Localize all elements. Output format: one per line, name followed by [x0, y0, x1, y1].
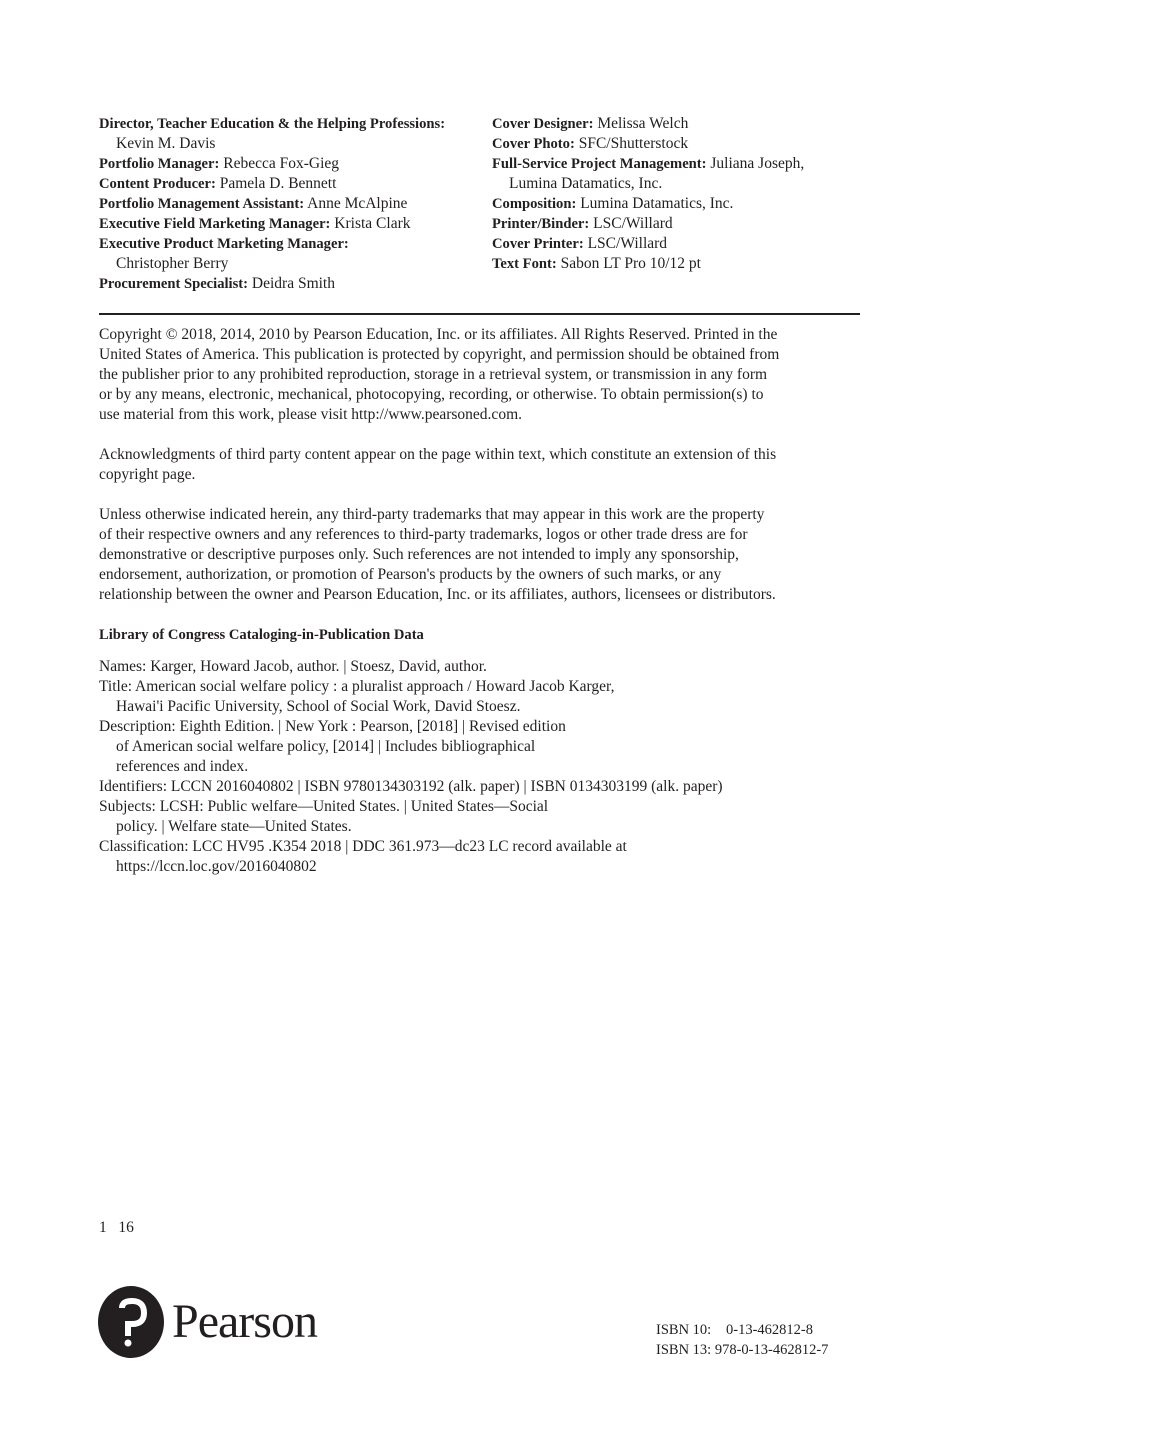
credits-left	[99, 114, 445, 294]
credit-label: Executive Product Marketing Manager:	[99, 236, 349, 252]
pearson-logo-icon	[98, 1286, 164, 1358]
text-line: Subjects: LCSH: Public welfare—United States. | United States—Social	[99, 798, 549, 815]
credit-value: Anne McAlpine	[304, 195, 408, 212]
credit-label: Full-Service Project Management:	[492, 156, 707, 172]
text-line	[99, 174, 445, 194]
print-line: 1 16	[99, 1219, 134, 1236]
isbn10-value: 0-13-462812-8	[726, 1322, 813, 1338]
text-line: Identifiers: LCCN 2016040802 | ISBN 9780134303192 (alk. paper) | ISBN 0134303199 (alk. paper)	[99, 778, 723, 795]
credit-label: Procurement Specialist:	[99, 276, 249, 292]
text-line	[99, 194, 445, 214]
text-line	[492, 214, 804, 234]
credit-value: Lumina Datamatics, Inc.	[576, 195, 734, 212]
credit-value: Lumina Datamatics, Inc.	[509, 175, 663, 192]
credit-label: Portfolio Management Assistant:	[99, 196, 305, 212]
text-line	[99, 134, 445, 154]
text-line: Title: American social welfare policy : a pluralist approach / Howard Jacob Karger,	[99, 678, 615, 695]
isbn13-value: 978-0-13-462812-7	[714, 1342, 829, 1358]
text-line	[99, 234, 445, 254]
credit-label: Portfolio Manager:	[99, 156, 220, 172]
credit-label: Composition:	[492, 196, 577, 212]
pearson-wordmark: Pearson	[172, 1295, 317, 1348]
text-line: demonstrative or descriptive purposes only. Such references are not intended to imply any sponsorship,	[99, 546, 739, 563]
cip-heading: Library of Congress Cataloging-in-Publication Data	[99, 627, 424, 643]
credit-label: Content Producer:	[99, 176, 216, 192]
text-line: endorsement, authorization, or promotion of Pearson's products by the owners of such marks, or any	[99, 566, 722, 583]
credit-value: LSC/Willard	[589, 215, 673, 232]
text-line: Acknowledgments of third party content appear on the page within text, which constitute an extension of this	[99, 446, 777, 463]
text-line	[492, 194, 804, 214]
text-line: of their respective owners and any references to third-party trademarks, logos or other trade dress are for	[99, 526, 748, 543]
credit-value: LSC/Willard	[583, 235, 668, 252]
text-line	[492, 234, 804, 254]
credit-value: Melissa Welch	[593, 115, 689, 132]
text-line	[99, 254, 445, 274]
credit-value: SFC/Shutterstock	[574, 135, 689, 152]
credit-value: Sabon LT Pro 10/12 pt	[556, 255, 701, 272]
acknowledgments-paragraph	[99, 445, 776, 485]
credit-value: Kevin M. Davis	[116, 135, 216, 152]
credit-label: Printer/Binder:	[492, 216, 590, 232]
text-line: Hawai'i Pacific University, School of Social Work, David Stoesz.	[116, 698, 521, 715]
cip-data	[99, 657, 723, 877]
text-line	[99, 274, 445, 294]
credits-right	[492, 114, 804, 274]
credit-value: Krista Clark	[330, 215, 411, 232]
isbn10-label: ISBN 10:	[656, 1322, 712, 1338]
text-line: Unless otherwise indicated herein, any third-party trademarks that may appear in this work are the property	[99, 506, 765, 523]
text-line: references and index.	[116, 758, 249, 775]
credit-value: Christopher Berry	[116, 255, 229, 272]
text-line: relationship between the owner and Pearson Education, Inc. or its affiliates, authors, licensees or distributors.	[99, 586, 776, 603]
text-line	[99, 114, 445, 134]
text-line	[99, 154, 445, 174]
credit-value: Rebecca Fox-Gieg	[219, 155, 340, 172]
text-line: Names: Karger, Howard Jacob, author. | Stoesz, David, author.	[99, 658, 487, 675]
credit-value: Deidra Smith	[248, 275, 335, 292]
text-line	[492, 174, 804, 194]
text-line: Classification: LCC HV95 .K354 2018 | DDC 361.973—dc23 LC record available at	[99, 838, 627, 855]
text-line: Copyright © 2018, 2014, 2010 by Pearson Education, Inc. or its affiliates. All Rights Reserved. Printed in the	[99, 326, 778, 343]
text-line	[99, 214, 445, 234]
text-line	[492, 114, 804, 134]
credit-label: Director, Teacher Education & the Helping Professions:	[99, 116, 446, 132]
text-line: United States of America. This publication is protected by copyright, and permission should be obtained from	[99, 346, 780, 363]
credit-label: Executive Field Marketing Manager:	[99, 216, 331, 232]
text-line	[492, 254, 804, 274]
text-line: use material from this work, please visit http://www.pearsoned.com.	[99, 406, 522, 423]
text-line	[492, 134, 804, 154]
isbn-block	[656, 1320, 828, 1360]
text-line	[492, 154, 804, 174]
credit-label: Cover Printer:	[492, 236, 584, 252]
isbn13-label: ISBN 13:	[656, 1342, 712, 1358]
text-line: copyright page.	[99, 466, 196, 483]
text-line: the publisher prior to any prohibited reproduction, storage in a retrieval system, or transmission in any form	[99, 366, 768, 383]
copyright-paragraph	[99, 325, 779, 425]
credit-value: Pamela D. Bennett	[215, 175, 337, 192]
text-line: policy. | Welfare state—United States.	[116, 818, 352, 835]
pearson-logo	[98, 1286, 317, 1358]
credit-label: Cover Photo:	[492, 136, 575, 152]
trademarks-paragraph	[99, 505, 776, 605]
text-line: https://lccn.loc.gov/2016040802	[116, 858, 317, 875]
credit-label: Cover Designer:	[492, 116, 594, 132]
credit-label: Text Font:	[492, 256, 557, 272]
text-line: Description: Eighth Edition. | New York : Pearson, [2018] | Revised edition	[99, 718, 566, 735]
text-line: or by any means, electronic, mechanical, photocopying, recording, or otherwise. To obtain permission(s) to	[99, 386, 764, 403]
text-line: of American social welfare policy, [2014] | Includes bibliographical	[116, 738, 536, 755]
credit-value: Juliana Joseph,	[706, 155, 805, 172]
divider-rule	[99, 313, 860, 315]
